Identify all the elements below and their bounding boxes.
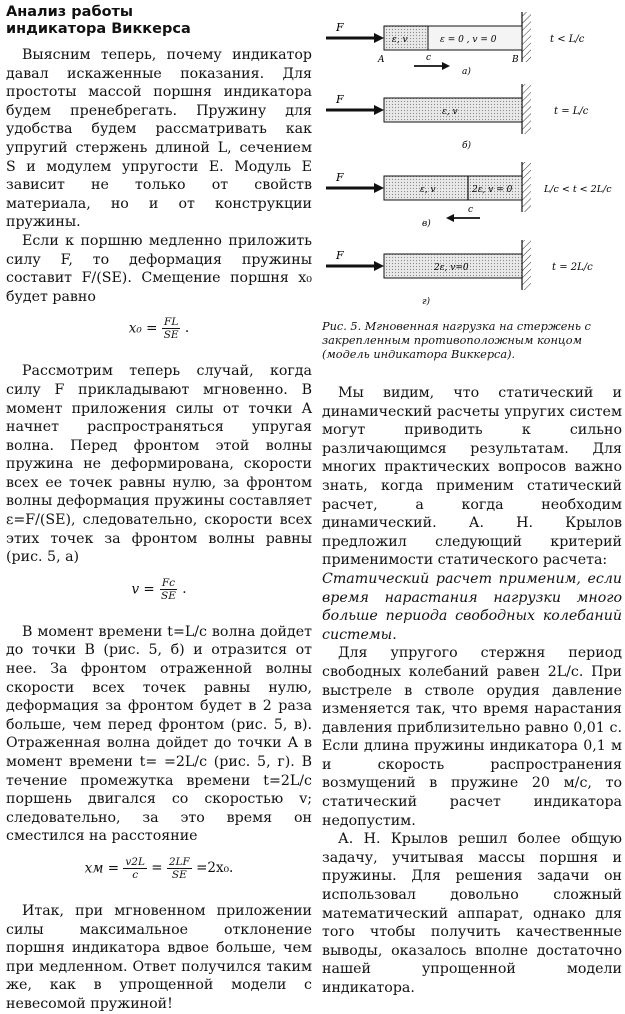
formula-xm-lhs: xм =	[84, 860, 120, 877]
title-line-1: Анализ работы	[6, 4, 134, 20]
label-eps-v-v: ε, v	[420, 185, 436, 195]
label-F-a: F	[336, 21, 344, 34]
formula-v-numerator: Fc	[161, 576, 176, 589]
formula-x0-period: .	[184, 320, 190, 337]
diagram-v	[326, 162, 612, 229]
figure-5-diagram	[322, 4, 622, 314]
formula-x0-lhs: x₀ =	[128, 320, 158, 337]
formula-v-period: .	[182, 580, 187, 597]
formula-xm	[6, 856, 312, 890]
time-b: t = L/c	[554, 106, 589, 117]
paragraph-krylov-criterion: Статический расчет применим, если время нарастания нагрузки много больше периода свободных колебаний системы.	[322, 570, 622, 643]
formula-xm-denominator-2: SE	[171, 868, 187, 881]
paragraph-instant-force: Рассмотрим теперь случай, когда силу F прикладывают мгновенно. В момент приложения силы от точки A начнет распространяться упругая волна. Перед фронтом этой волны пружина не деформирована, скорости всех ее точек равны нулю, за фронтом волны деформация пружины составляет ε=F/(SE), следовательно, скорости всех этих точек за фронтом волны равны (рис. 5, а)	[6, 363, 312, 566]
formula-x0-denominator: SE	[163, 329, 179, 342]
label-F-v: F	[336, 171, 344, 184]
wall-v	[522, 162, 531, 212]
formula-xm-result: =2x₀.	[196, 859, 234, 876]
label-B: B	[512, 55, 519, 65]
label-g: г)	[422, 297, 431, 307]
time-v: L/c < t < 2L/c	[544, 184, 612, 195]
figure-5	[322, 4, 622, 314]
paragraph-reflection: В момент времени t=L/c волна дойдет до точки B (рис. 5, б) и отразится от нее. За фронтом отраженной волны скорости всех точек равны нулю, деформация за фронтом будет в 2 раза больше, чем перед фронтом (рис. 5, в). Отраженная волна дойдет до точки A в момент времени t= =2L/c (рис. 5, г). В течение промежутка времени t=2L/c поршень двигался со скоростью v; следовательно, за это время он сместился на расстояние	[6, 623, 312, 845]
label-F-b: F	[336, 93, 344, 106]
label-a: а)	[462, 67, 471, 77]
paragraph-general-problem: А. Н. Крылов решил более общую задачу, учитывая массы поршня и пружины. Для решения задачи он использовал довольно сложный математический аппарат, однако для того чтобы получить качественные выводы, оказалось вполне достаточно нашей упрощенной модели индикатора.	[322, 831, 622, 996]
formula-v	[6, 577, 312, 611]
formula-x0-numerator: FL	[164, 316, 179, 329]
label-two-eps-g: 2ε, v=0	[434, 263, 469, 273]
formula-xm-numerator-2: 2LF	[168, 855, 190, 868]
label-b: б)	[462, 141, 472, 151]
paragraph-intro: Выясним теперь, почему индикатор давал искаженные показания. Для простоты массой поршня индикатора будем пренебрегать. Пружину для удобства будем рассматривать как упругий стержень длиной L, сечением S и модулем упругости E. Модуль E зависит не только от свойств материала, но и от конструкции пружины.	[6, 47, 312, 231]
label-c-a: c	[426, 53, 432, 63]
formula-xm-equals: =	[151, 859, 163, 876]
label-eps0-a: ε = 0 , v = 0	[440, 35, 497, 45]
wall-b	[522, 84, 531, 134]
label-two-eps-v: 2ε, v = 0	[472, 185, 513, 195]
paragraph-conclusion: Итак, при мгновенном приложении силы максимальное отклонение поршня индикатора вдвое больше, чем при медленном. Ответ получился таким же, как в упрощенной модели с невесомой пружиной!	[6, 902, 312, 1012]
time-g: t = 2L/c	[552, 262, 593, 273]
wall-a	[522, 12, 531, 62]
label-v: в)	[422, 219, 431, 229]
label-eps-v-b: ε, v	[442, 107, 458, 117]
label-A: A	[378, 55, 385, 65]
diagram-g	[326, 240, 593, 307]
formula-xm-fraction-1	[123, 856, 147, 881]
formula-xm-numerator-1: v2L	[125, 855, 145, 868]
figure-caption: Рис. 5. Мгновенная нагрузка на стержень с закрепленным противоположным концом (модель индикатора Виккерса).	[322, 320, 591, 361]
diagram-b	[326, 84, 589, 151]
left-column	[6, 4, 312, 1014]
wall-g	[522, 240, 531, 290]
formula-xm-fraction-2	[167, 856, 192, 881]
formula-x0-fraction	[162, 316, 181, 341]
diagram-a	[326, 12, 585, 77]
label-eps-v-a: ε, v	[392, 35, 408, 45]
formula-xm-denominator-1: c	[132, 868, 139, 881]
article-title	[6, 4, 312, 38]
paragraph-static-dynamic: Мы видим, что статический и динамический расчеты упругих систем могут приводить к сильно различающимся результатам. Для многих практических вопросов важно знать, когда применим статический расчет, а когда необходим динамический. А. Н. Крылов предложил следующий критерий применимости статического расчета:	[322, 385, 622, 569]
time-a: t < L/c	[550, 34, 585, 45]
paragraph-slow-force: Если к поршню медленно приложить силу F, то деформация пружины составит F/(SE). Смещение поршня x₀ будет равно	[6, 232, 312, 305]
title-line-2: индикатора Виккерса	[6, 21, 191, 37]
formula-v-denominator: SE	[161, 589, 176, 602]
label-F-g: F	[336, 249, 344, 262]
label-c-v: c	[468, 205, 474, 215]
paragraph-period: Для упругого стержня период свободных колебаний равен 2L/c. При выстреле в стволе орудия давление изменяется так, что время нарастания давления приблизительно равно 0,01 с. Если длина пружины индикатора 0,1 м и скорость распространения возмущений в пружине 20 м/с, то статический расчет индикатора недопустим.	[322, 645, 622, 829]
formula-v-lhs: v =	[131, 581, 155, 598]
right-column	[322, 4, 622, 998]
formula-x0	[6, 316, 312, 350]
formula-v-fraction	[159, 577, 178, 602]
